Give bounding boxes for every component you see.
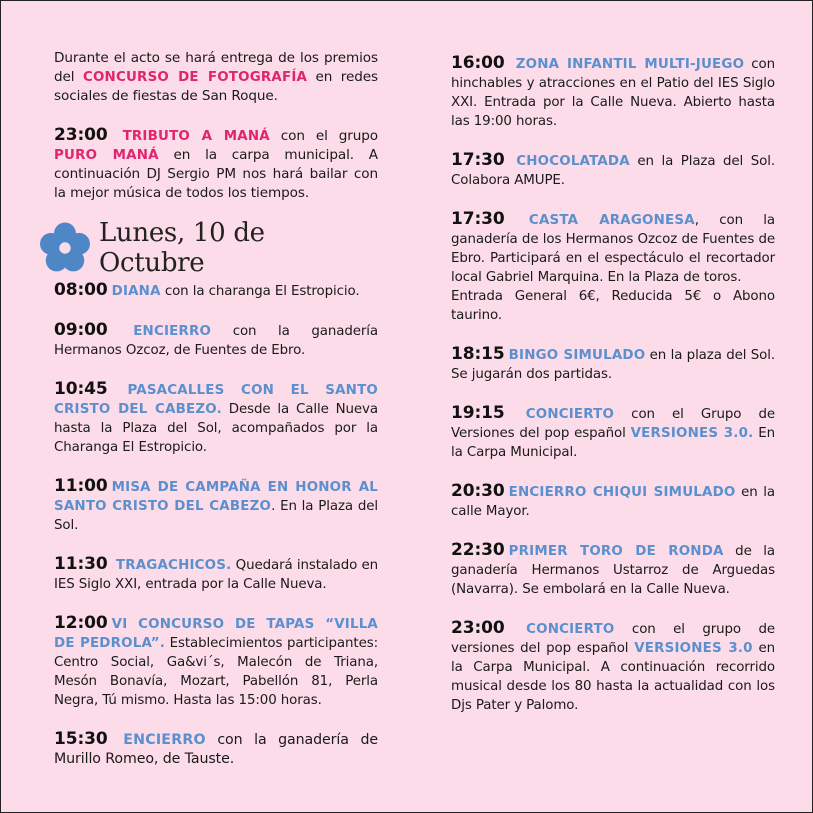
event-description: Establecimientos participantes: Centro Social, Ga&vi´s, Malecón de Triana, Mesón Bonavía, Mozart, Pabellón 81, Perla Negra, Tú mismo. Hasta las 15:00 horas. xyxy=(54,636,379,708)
event-item xyxy=(451,482,775,521)
intro-text: en redes sociales de fiestas de San Roque. xyxy=(54,69,378,104)
event-name: PURO MANÁ xyxy=(54,148,159,163)
event-price: Entrada General 6€, Reducida 5€ o Abono taurino. xyxy=(451,289,775,323)
event-name: CONCIERTO xyxy=(526,622,615,637)
event-name: TRIBUTO A MANÁ xyxy=(122,129,270,144)
event-item xyxy=(451,541,775,599)
event-name: VI CONCURSO DE TAPAS “VILLA DE PEDROLA”. xyxy=(54,617,378,651)
event-name: ZONA INFANTIL MULTI-JUEGO xyxy=(515,57,745,72)
event-description: Quedará instalado en IES Siglo XXI, entrada por la Calle Nueva. xyxy=(54,558,378,592)
event-time: 23:00 xyxy=(451,618,505,638)
event-name: PASACALLES CON EL SANTO CRISTO DEL CABEZO. xyxy=(54,383,378,417)
event-name: PRIMER TORO DE RONDA xyxy=(508,544,724,559)
event-item xyxy=(451,54,775,131)
event-item xyxy=(54,614,378,710)
event-description: con la charanga El Estropicio. xyxy=(160,284,360,299)
day-heading xyxy=(37,218,378,278)
left-column xyxy=(54,49,378,789)
event-description: con el grupo xyxy=(269,128,378,144)
event-name: VERSIONES 3.0 xyxy=(634,641,753,656)
event-time: 17:30 xyxy=(451,209,505,229)
event-name: BINGO SIMULADO xyxy=(508,348,646,363)
event-item xyxy=(54,730,378,769)
event-time: 10:45 xyxy=(54,379,108,399)
event-name: CONCIERTO xyxy=(525,407,615,422)
event-description: en la calle Mayor. xyxy=(451,485,775,519)
event-name: CHOCOLATADA xyxy=(516,154,630,169)
event-time: 11:00 xyxy=(54,476,108,496)
event-name: ENCIERRO xyxy=(133,324,212,339)
day-title: Lunes, 10 de Octubre xyxy=(98,218,265,278)
event-time: 23:00 xyxy=(54,125,108,145)
event-name: ENCIERRO CHIQUI SIMULADO xyxy=(508,485,736,500)
event-time: 22:30 xyxy=(451,540,505,560)
event-description: con el Grupo de Versiones del pop español xyxy=(451,407,775,441)
event-time: 09:00 xyxy=(54,320,108,340)
event-item xyxy=(451,619,775,715)
event-time: 20:30 xyxy=(451,481,505,501)
event-item xyxy=(54,126,378,203)
event-description: de la ganadería Hermanos Ustarroz de Arguedas (Navarra). Se embolará en la Calle Nueva. xyxy=(451,544,775,597)
event-name: CASTA ARAGONESA xyxy=(528,213,695,228)
event-name: TRAGACHICOS. xyxy=(115,558,232,573)
event-description: En la Carpa Municipal. xyxy=(451,426,775,460)
event-item xyxy=(54,477,378,535)
event-description: con la ganadería de Murillo Romeo, de Tauste. xyxy=(54,732,378,767)
event-name: ENCIERRO xyxy=(123,732,206,748)
event-item xyxy=(451,404,775,462)
intro-paragraph xyxy=(54,49,378,106)
event-item xyxy=(54,281,378,301)
event-description: con el grupo de versiones del pop español xyxy=(451,622,775,656)
event-description: en la Carpa Municipal. A continuación recorrido musical desde los 80 hasta la actualidad con los Djs Pater y Palomo. xyxy=(451,641,775,713)
event-item xyxy=(54,321,378,360)
event-name: MISA DE CAMPAÑA EN HONOR AL SANTO CRISTO DEL CABEZO xyxy=(54,480,378,514)
intro-text: Durante el acto se hará entrega de los premios del xyxy=(54,50,378,85)
event-time: 19:15 xyxy=(451,403,505,423)
event-time: 18:15 xyxy=(451,344,505,364)
event-item xyxy=(451,345,775,384)
event-description: con la ganadería Hermanos Ozcoz, de Fuentes de Ebro. xyxy=(54,324,378,358)
event-item xyxy=(54,555,378,594)
event-time: 08:00 xyxy=(54,280,108,300)
event-description: en la plaza del Sol. Se jugarán dos partidas. xyxy=(451,348,775,382)
event-time: 15:30 xyxy=(54,729,108,749)
flower-icon xyxy=(37,222,93,274)
event-time: 11:30 xyxy=(54,554,108,574)
event-name: VERSIONES 3.0. xyxy=(630,426,754,441)
event-time: 17:30 xyxy=(451,150,505,170)
event-time: 16:00 xyxy=(451,53,505,73)
event-description: , con la ganadería de los Hermanos Ozcoz de Fuentes de Ebro. Participará en el espectáculo el recortador local Gabriel Marquina. En la Plaza de toros. xyxy=(451,213,775,285)
event-time: 12:00 xyxy=(54,613,108,633)
event-item xyxy=(451,151,775,190)
event-name: DIANA xyxy=(111,284,161,299)
event-description: . En la Plaza del Sol. xyxy=(54,499,378,533)
right-column xyxy=(451,54,775,735)
event-description: en la carpa municipal. A continuación DJ Sergio PM nos hará bailar con la mejor música de todos los tiempos. xyxy=(54,147,378,201)
event-name: CONCURSO DE FOTOGRAFÍA xyxy=(82,70,308,85)
event-description: Desde la Calle Nueva hasta la Plaza del Sol, acompañados por la Charanga El Estropicio. xyxy=(54,402,378,455)
event-description: con hinchables y atracciones en el Patio del IES Siglo XXI. Entrada por la Calle Nueva. Abierto hasta las 19:00 horas. xyxy=(451,57,775,129)
event-item xyxy=(54,380,378,457)
event-description: en la Plaza del Sol. Colabora AMUPE. xyxy=(451,154,775,188)
event-item xyxy=(451,210,775,325)
